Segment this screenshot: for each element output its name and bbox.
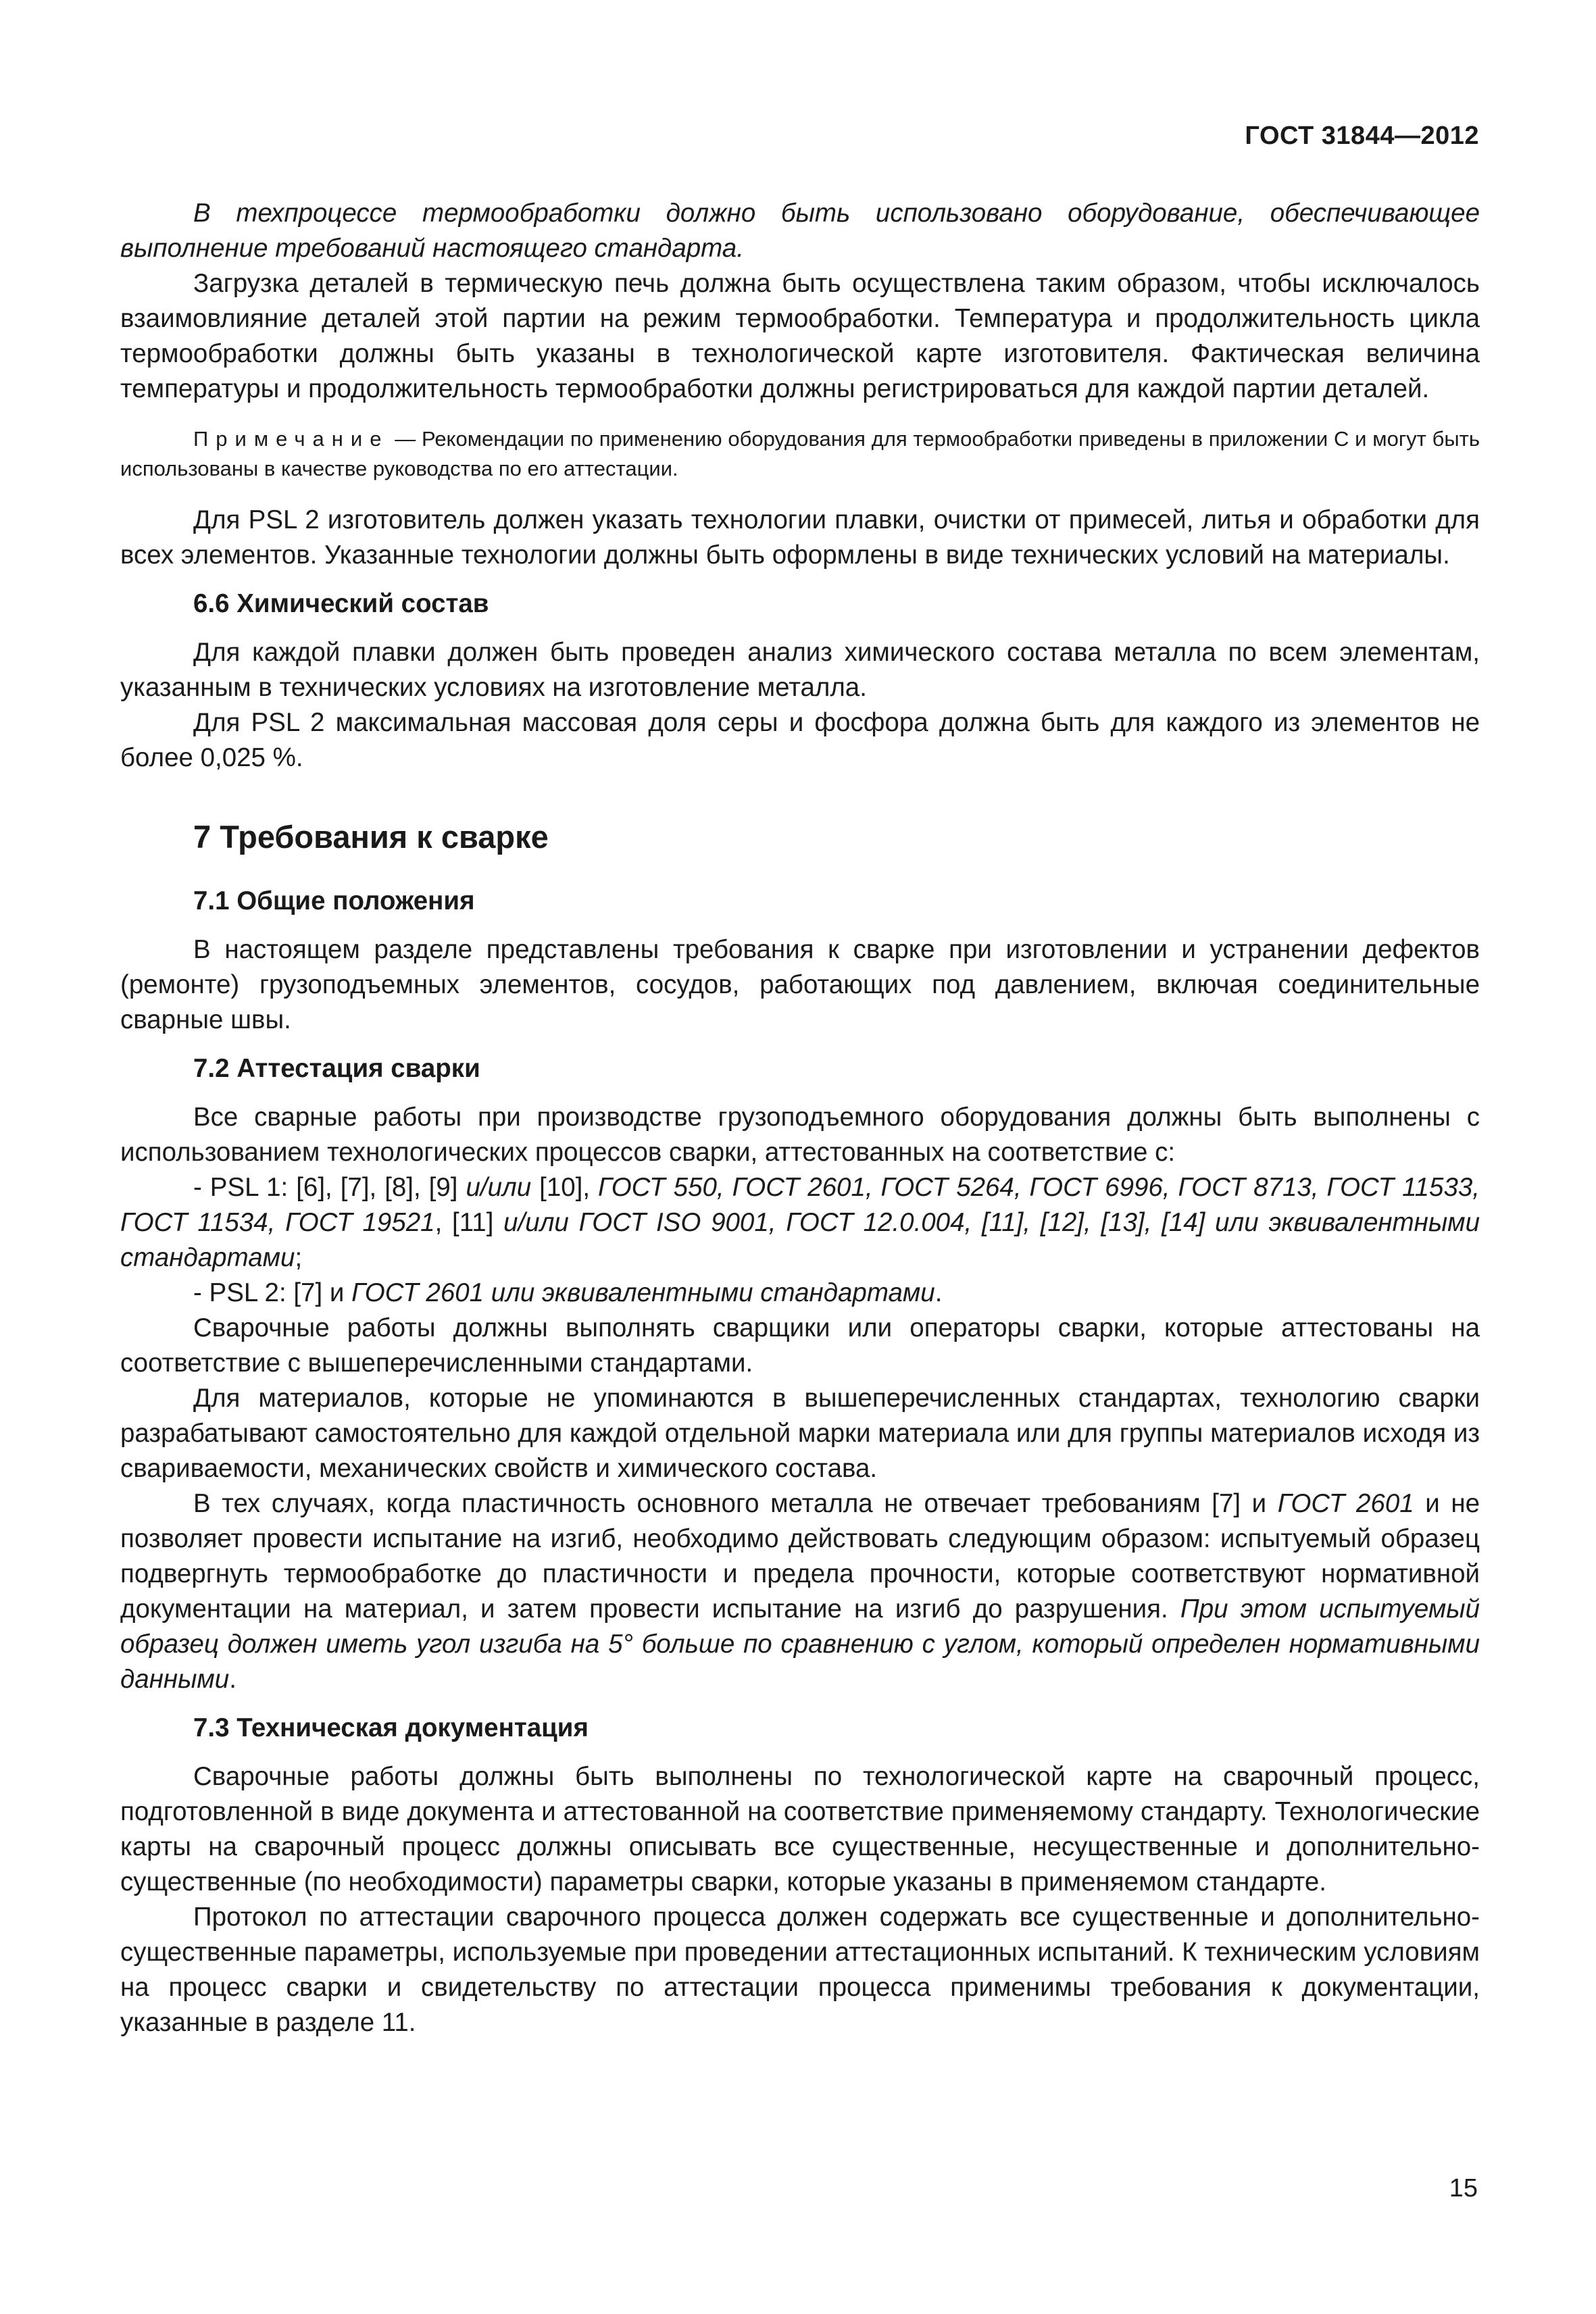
text-run: - PSL 1: [6], [7], [8], [9] [193,1173,466,1202]
italic-text: ГОСТ 2601 или эквивалентными стандартами [351,1278,935,1307]
italic-text: В техпроцессе термообработки должно быть использовано оборудование, обеспечивающее выполнение требований настоящего стандарта. [120,199,1480,263]
list-item-psl2 [120,1276,1480,1311]
paragraph: В настоящем разделе представлены требования к сварке при изготовлении и устранении дефектов (ремонте) грузоподъемных элементов, сосудов, работающих под давлением, включая соединительные сварные швы. [120,935,1480,1034]
text-run: . [229,1665,236,1694]
paragraph: Для PSL 2 максимальная массовая доля серы и фосфора должна быть для каждого из элементов не более 0,025 %. [120,708,1480,772]
document-code: ГОСТ 31844—2012 [1245,122,1479,150]
paragraph: Сварочные работы должны быть выполнены по технологической карте на сварочный процесс, подготовленной в виде документа и аттестованной на соответствие применяемому стандарту. Технологические карты на сварочный процесс должны описывать все существенные, несущественные и дополнительно-существенные (по необходимости) параметры сварки, которые указаны в применяемом стандарте. [120,1762,1480,1896]
text-run: - PSL 2: [7] и [193,1278,352,1307]
text-run: . [934,1278,943,1307]
paragraph: Для PSL 2 изготовитель должен указать технологии плавки, очистки от примесей, литья и обработки для всех элементов. Указанные технологии должны быть оформлены в виде технических условий на материалы. [120,505,1480,570]
section-heading-6-6: 6.6 Химический состав [193,589,489,618]
paragraph [120,1486,1480,1697]
note-text: — Рекомендации по применению оборудования для термообработки приведены в приложении С и могут быть использованы в качестве руководства по его аттестации. [120,427,1480,480]
text-run: ; [295,1243,303,1272]
note [120,424,1480,484]
section-heading-7-2: 7.2 Аттестация сварки [193,1054,480,1083]
paragraph [120,196,1480,266]
section-heading-7-3: 7.3 Техническая документация [193,1713,589,1742]
text-run: В тех случаях, когда пластичность основного металла не отвечает требованиям [7] и [193,1489,1278,1518]
paragraph: Для каждой плавки должен быть проведен анализ химического состава металла по всем элементам, указанным в технических условиях на изготовление металла. [120,638,1480,702]
text-run: , [11] [434,1208,504,1237]
text-run: и не позволяет провести испытание на изгиб, необходимо действовать следующим образом: испытуемый образец подвергнуть термообработке до пластичности и предела прочности, которые соответствуют нормативной документации на материал, и затем провести испытание на изгиб до разрушения. [120,1489,1480,1624]
italic-text: ГОСТ 2601 [1277,1489,1414,1518]
paragraph: Протокол по аттестации сварочного процесса должен содержать все существенные и дополнительно-существенные параметры, используемые при проведении аттестационных испытаний. К техническим условиям на процесс сварки и свидетельству по аттестации процесса применимы требования к документации, указанные в разделе 11. [120,1903,1480,2037]
paragraph: Все сварные работы при производстве грузоподъемного оборудования должны быть выполнены с использованием технологических процессов сварки, аттестованных на соответствие с: [120,1103,1480,1167]
paragraph: Для материалов, которые не упоминаются в вышеперечисленных стандартах, технологию сварки разрабатывают самостоятельно для каждой отдельной марки материала или для группы материалов исходя из свариваемости, механических свойств и химического состава. [120,1384,1480,1483]
section-heading-7-1: 7.1 Общие положения [193,886,475,915]
section-heading-7: 7 Требования к сварке [193,819,549,855]
italic-text: ГОСТ 550, ГОСТ 2601, ГОСТ 5264, ГОСТ 6996, ГОСТ 8713, ГОСТ 11533, ГОСТ 11534, ГОСТ 19521 [120,1173,1480,1237]
page-number: 15 [1449,2174,1478,2203]
page-content [120,196,1480,2040]
paragraph: Загрузка деталей в термическую печь должна быть осуществлена таким образом, чтобы исключалось взаимовлияние деталей этой партии на режим термообработки. Температура и продолжительность цикла термообработки должны быть указаны в технологической карте изготовителя. Фактическая величина температуры и продолжительность термообработки должны регистрироваться для каждой партии деталей. [120,269,1480,403]
italic-text: При этом испытуемый образец должен иметь угол изгиба на 5° больше по сравнению с углом, который определен нормативными данными [120,1594,1480,1694]
italic-text: и/или [466,1173,532,1202]
list-item-psl1 [120,1170,1480,1276]
note-label: Примечание [193,427,389,451]
text-run: [10], [531,1173,599,1202]
italic-text: и/или ГОСТ ISO 9001, ГОСТ 12.0.004, [11], [12], [13], [14] или эквивалентными стандартами [120,1208,1480,1272]
paragraph: Сварочные работы должны выполнять сварщики или операторы сварки, которые аттестованы на соответствие с вышеперечисленными стандартами. [120,1313,1480,1378]
